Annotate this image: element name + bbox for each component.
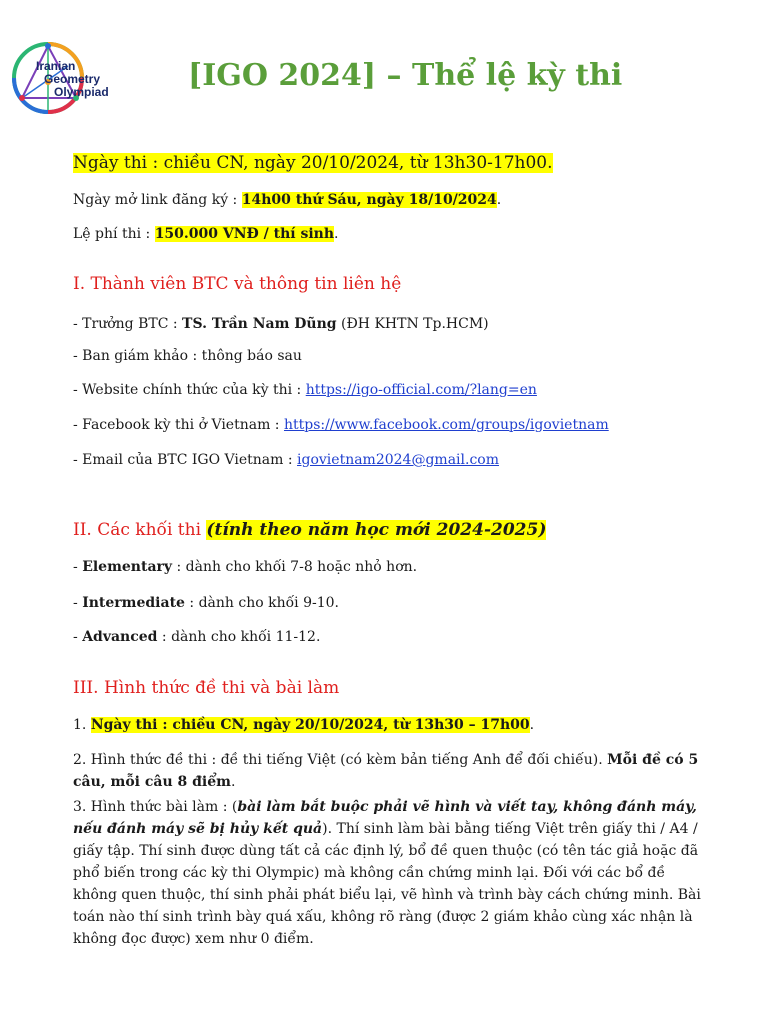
section-3-heading: III. Hình thức đề thi và bài làm [73, 678, 340, 698]
facebook-label: - Facebook kỳ thi ở Vietnam : [73, 417, 284, 433]
section-2-note: (tính theo năm học mới 2024-2025) [206, 520, 547, 540]
registration-value: 14h00 thứ Sáu, ngày 18/10/2024 [241, 192, 497, 208]
registration-line [73, 191, 501, 209]
level-desc: : dành cho khối 9-10. [184, 595, 339, 611]
igo-logo [10, 26, 128, 126]
website-label: - Website chính thức của kỳ thi : [73, 382, 306, 398]
registration-end: . [496, 192, 502, 208]
item-3-paragraph [73, 796, 701, 950]
item-2-text: 2. Hình thức đề thi : đề thi tiếng Việt (có kèm bản tiếng Anh để đối chiếu). [73, 752, 608, 768]
fee-end: . [334, 226, 339, 242]
email-link[interactable]: igovietnam2024@gmail.com [297, 452, 499, 468]
exam-date: Ngày thi : chiều CN, ngày 20/10/2024, từ 13h30-17h00. [73, 153, 553, 173]
email-line [73, 451, 499, 469]
logo-text-3: Olympiad [54, 85, 109, 99]
item-2-bold: Mỗi đề có 5 câu, mỗi câu 8 điểm [73, 752, 699, 790]
section-2-heading [73, 521, 546, 539]
registration-label: Ngày mở link đăng ký : [73, 192, 242, 208]
website-line [73, 381, 537, 399]
btc-head-name: TS. Trần Nam Dũng [182, 316, 337, 332]
level-item-elementary: - Elementary : dành cho khối 7-8 hoặc nhỏ hơn. [73, 559, 418, 575]
facebook-link[interactable]: https://www.facebook.com/groups/igovietnam [283, 417, 609, 433]
exam-date-line [73, 152, 553, 174]
fee-label: Lệ phí thi : [73, 226, 155, 242]
item-3-bold: bài làm bắt buộc phải vẽ hình và viết tay, không đánh máy, nếu đánh máy sẽ bị hủy kết quả [73, 799, 697, 837]
email-label: - Email của BTC IGO Vietnam : [73, 452, 298, 468]
item-3-rest: ). Thí sinh làm bài bằng tiếng Việt trên giấy thi / A4 / giấy tập. Thí sinh được dùng tất cả các định lý, bổ đề quen thuộc (có tên tác giả hoặc đã phổ biến trong các kỳ thi Olympic) mà không cần chứng minh lại. Đối với các bổ đề không quen thuộc, thí sinh phải phát biểu lại, vẽ hình và trình bày cách chứng minh. Bài toán nào thí sinh trình bày quá xấu, không rõ ràng (được 2 giám khảo cùng xác nhận là không đọc được) xem như 0 điểm. [73, 821, 701, 947]
jury-line: - Ban giám khảo : thông báo sau [73, 348, 302, 364]
btc-head-org: (ĐH KHTN Tp.HCM) [336, 316, 489, 332]
item-1-end: . [529, 717, 535, 733]
item-2-paragraph [73, 749, 701, 793]
fee-value: 150.000 VNĐ / thí sinh [154, 226, 335, 242]
website-link[interactable]: https://igo-official.com/?lang=en [305, 382, 537, 398]
item-1-line [73, 716, 534, 734]
igo-logo-graphic [10, 26, 128, 126]
item-2-end: . [230, 774, 236, 790]
section-2-title: II. Các khối thi [73, 520, 207, 540]
level-desc: : dành cho khối 11-12. [157, 629, 321, 645]
item-3-start: 3. Hình thức bài làm : ( [73, 799, 238, 815]
btc-head-line [73, 315, 489, 333]
level-desc: : dành cho khối 7-8 hoặc nhỏ hơn. [172, 559, 418, 575]
level-name: Intermediate [82, 595, 185, 611]
section-1-heading: I. Thành viên BTC và thông tin liên hệ [73, 274, 402, 294]
level-name: Elementary [82, 559, 173, 575]
logo-text-1: Iranian [36, 59, 76, 73]
logo-text-2: Geometry [44, 72, 101, 86]
btc-head-label: - Trưởng BTC : [73, 316, 183, 332]
item-1-date: Ngày thi : chiều CN, ngày 20/10/2024, từ 13h30 – 17h00 [90, 717, 530, 733]
fee-line [73, 225, 339, 243]
level-name: Advanced [82, 629, 158, 645]
page-title: [IGO 2024] – Thể lệ kỳ thi [188, 58, 623, 93]
facebook-line [73, 416, 609, 434]
level-item-advanced: - Advanced : dành cho khối 11-12. [73, 629, 321, 645]
level-item-intermediate: - Intermediate : dành cho khối 9-10. [73, 595, 339, 611]
item-1-number: 1. [73, 717, 91, 733]
